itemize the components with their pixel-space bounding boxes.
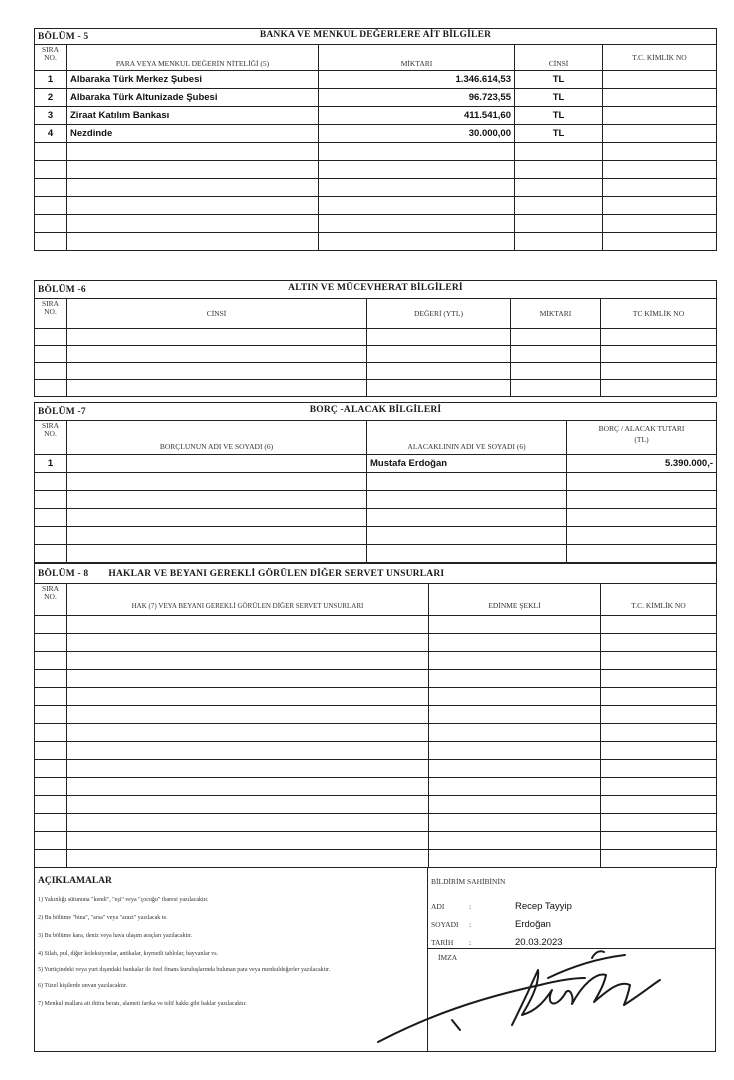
col-type: CİNSİ (515, 45, 603, 71)
table-row-empty (35, 545, 717, 563)
section8-header (35, 564, 717, 584)
section6-title: ALTIN VE MÜCEVHERAT BİLGİLERİ (288, 283, 463, 293)
col-acq: EDİNME ŞEKLİ (429, 584, 601, 616)
section8-code: BÖLÜM - 8 (38, 568, 89, 579)
table-row-empty (35, 329, 717, 346)
col-tc: T.C. KİMLİK NO (601, 584, 717, 616)
table-row-empty (35, 724, 717, 742)
table-row-empty (35, 670, 717, 688)
table-row-empty (35, 742, 717, 760)
list-item: 7) Menkul mallara ait ihtira beratı, alameti farika ve telif hakkı gibi haklar yazılacaktır. (38, 1001, 247, 1007)
list-item: 3) Bu bölüme kara, deniz veya hava ulaşım araçları yazılacaktır. (38, 933, 193, 939)
section7-title: BORÇ -ALACAK BİLGİLERİ (309, 405, 442, 415)
explanations-title: AÇIKLAMALAR (38, 876, 112, 886)
table-row-empty (35, 197, 717, 215)
section6-header (35, 281, 717, 299)
table-row-empty (35, 380, 717, 397)
col-sira: SIRA NO. (35, 421, 67, 455)
declarant-surname: Erdoğan (515, 919, 551, 930)
col-nature: PARA VEYA MENKUL DEĞERİN NİTELİĞİ (5) (67, 45, 319, 71)
table-row: 4 Nezdinde 30.000,00 TL (35, 125, 717, 143)
section6-table (34, 280, 717, 397)
declarant-title: BİLDİRİM SAHİBİNİN (431, 877, 506, 886)
declarant-date-row: TARİH : 20.03.2023 (431, 937, 563, 948)
surname-label: SOYADI (431, 920, 459, 929)
section5-table (34, 28, 717, 251)
table-row-empty (35, 161, 717, 179)
declarant-name: Recep Tayyip (515, 901, 572, 912)
col-creditor: ALACAKLININ ADI VE SOYADI (6) (367, 421, 567, 455)
col-debtor: BORÇLUNUN ADI VE SOYADI (6) (67, 421, 367, 455)
table-row-empty (35, 363, 717, 380)
table-row-empty (35, 814, 717, 832)
table-row-empty (35, 760, 717, 778)
col-amount: MİKTARI (511, 299, 601, 329)
section8-table (34, 563, 717, 868)
table-row: 3 Ziraat Katılım Bankası 411.541,60 TL (35, 107, 717, 125)
col-tc: TC KİMLİK NO (601, 299, 717, 329)
table-row-empty (35, 634, 717, 652)
list-item: 5) Yurtiçindeki veya yurt dışındaki bankalar ile özel finans kuruluşlarında bulunan para veya menkuldeğerler yazılacaktır. (38, 967, 331, 973)
table-row-empty (35, 215, 717, 233)
table-row-empty (35, 706, 717, 724)
table-row-empty (35, 832, 717, 850)
section6-code: BÖLÜM -6 (38, 284, 86, 295)
col-amount: MİKTARI (319, 45, 515, 71)
table-row-empty (35, 346, 717, 363)
declarant-surname-row: SOYADI : Erdoğan (431, 919, 551, 930)
declarant-divider (428, 948, 715, 949)
table-row-empty (35, 652, 717, 670)
date-label: TARİH (431, 938, 454, 947)
col-sira: SIRA NO. (35, 584, 67, 616)
declarant-name-row: ADI : Recep Tayyip (431, 901, 572, 912)
table-row-empty (35, 796, 717, 814)
table-row-empty (35, 688, 717, 706)
table-row-empty (35, 850, 717, 868)
col-sira: SIRA NO. (35, 299, 67, 329)
col-tc: T.C. KİMLİK NO (603, 45, 717, 71)
col-right: HAK (7) VEYA BEYANI GEREKLİ GÖRÜLEN DİĞER SERVET UNSURLARI (67, 584, 429, 616)
section7-table (34, 402, 717, 563)
list-item: 4) Silah, pul, diğer koleksiyonlar, antikalar, kıymetli tablolar, hayvanlar vs. (38, 951, 219, 957)
table-row-empty (35, 778, 717, 796)
section5-header (35, 29, 717, 45)
declarant-panel (428, 868, 715, 1051)
section5-code: BÖLÜM - 5 (38, 31, 89, 42)
table-row-empty (35, 179, 717, 197)
explanations-list (38, 896, 422, 1008)
col-value: DEĞERİ (YTL) (367, 299, 511, 329)
col-sira: SIRA NO. (35, 45, 67, 71)
section8-title: HAKLAR VE BEYANI GEREKLİ GÖRÜLEN DİĞER SERVET UNSURLARI (108, 568, 445, 579)
section7-header (35, 403, 717, 421)
footer-box (34, 867, 716, 1052)
list-item: 1) Yakınlığı sütununa "kendi", "eşi" veya "çocuğu" ibaresi yazılacaktır. (38, 897, 209, 903)
list-item: 6) Tüzel kişilerde unvan yazılacaktır. (38, 983, 128, 989)
table-row-empty (35, 491, 717, 509)
table-row-empty (35, 143, 717, 161)
table-row-empty (35, 233, 717, 251)
table-row: 2 Albaraka Türk Altunizade Şubesi 96.723,55 TL (35, 89, 717, 107)
table-row: 1 Albaraka Türk Merkez Şubesi 1.346.614,53 TL (35, 71, 717, 89)
table-row: 1 Mustafa Erdoğan 5.390.000,- (35, 455, 717, 473)
declarant-date: 20.03.2023 (515, 937, 563, 948)
col-type: CİNSİ (67, 299, 367, 329)
section5-title: BANKA VE MENKUL DEĞERLERE AİT BİLGİLER (259, 30, 492, 40)
table-row-empty (35, 527, 717, 545)
signature-label: İMZA (438, 953, 458, 962)
table-row-empty (35, 616, 717, 634)
table-row-empty (35, 509, 717, 527)
list-item: 2) Bu bölüme "bina", "arsa" veya "arazi" yazılacak te. (38, 915, 168, 921)
section7-code: BÖLÜM -7 (38, 406, 86, 417)
explanations-panel (35, 868, 428, 1051)
table-row-empty (35, 473, 717, 491)
col-total: BORÇ / ALACAK TUTARI (TL) (567, 421, 717, 455)
name-label: ADI (431, 902, 445, 911)
